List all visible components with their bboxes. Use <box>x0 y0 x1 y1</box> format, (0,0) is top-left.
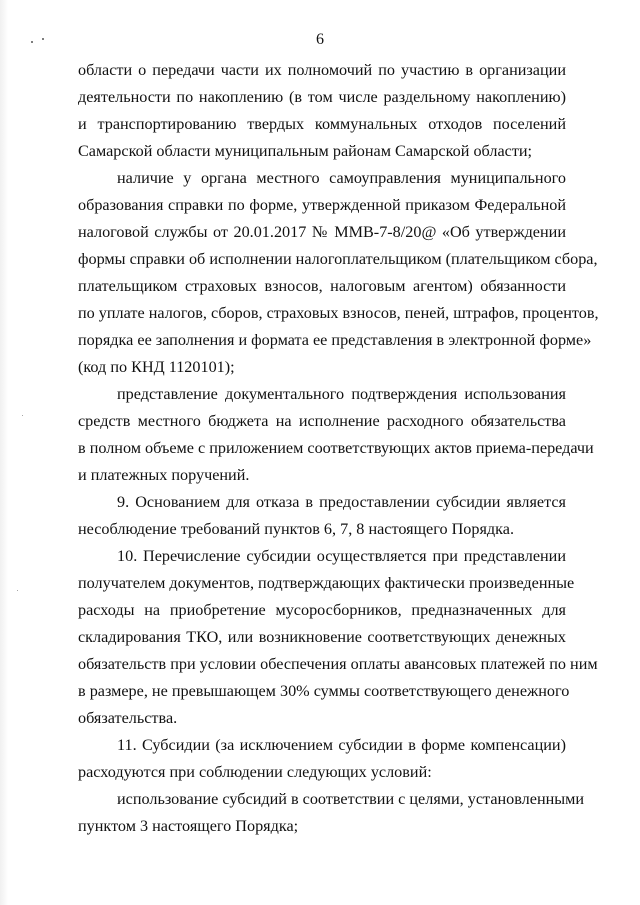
text-line: в размере, не превышающем 30% суммы соответствующего денежного <box>78 682 570 700</box>
text-line: образования справки по форме, утвержденной приказом Федеральной <box>78 196 566 214</box>
scan-speck <box>17 590 18 591</box>
text-line: плательщиком страховых взносов, налоговым агентом) обязанности <box>78 277 566 295</box>
scan-edge-shadow <box>0 0 8 905</box>
text-line: порядка ее заполнения и формата ее представления в электронной форме» <box>78 331 592 349</box>
text-line: и транспортированию твердых коммунальных отходов поселений <box>78 115 566 133</box>
text-line: использование субсидий в соответствии с целями, установленными <box>117 790 585 808</box>
text-line: в полном объеме с приложением соответствующих актов приема-передачи <box>78 439 594 457</box>
text-line: пунктом 3 настоящего Порядка; <box>78 817 299 835</box>
text-line: складирования ТКО, или возникновение соответствующих денежных <box>78 628 566 646</box>
text-line: расходы на приобретение мусоросборников, предназначенных для <box>78 601 566 619</box>
text-line: Самарской области муниципальным районам Самарской области; <box>78 142 533 160</box>
text-line: представление документального подтверждения использования <box>117 385 566 403</box>
text-line: области о передачи части их полномочий по участию в организации <box>78 61 566 79</box>
text-line: несоблюдение требований пунктов 6, 7, 8 настоящего Порядка. <box>78 520 515 538</box>
text-line: 10. Перечисление субсидии осуществляется при представлении <box>117 547 566 565</box>
text-line: 11. Субсидии (за исключением субсидии в форме компенсации) <box>117 736 566 754</box>
text-line: и платежных поручений. <box>78 466 250 484</box>
text-line: 9. Основанием для отказа в предоставлении субсидии является <box>117 493 566 511</box>
text-line: налоговой службы от 20.01.2017 № ММВ-7-8/20@ «Об утверждении <box>78 223 566 241</box>
text-line: (код по КНД 1120101); <box>78 358 235 376</box>
text-line: наличие у органа местного самоуправления муниципального <box>117 169 566 187</box>
text-line: деятельности по накоплению (в том числе раздельному накоплению) <box>78 88 566 106</box>
text-line: обязательств при условии обеспечения оплаты авансовых платежей по ним <box>78 655 598 673</box>
page-number: 6 <box>316 31 324 48</box>
text-line: формы справки об исполнении налогоплательщиком (плательщиком сбора, <box>78 250 598 268</box>
text-line: обязательства. <box>78 709 178 727</box>
text-line: расходуются при соблюдении следующих условий: <box>78 763 432 781</box>
scan-speck <box>22 415 23 416</box>
text-line: средств местного бюджета на исполнение расходного обязательства <box>78 412 566 430</box>
text-line: получателем документов, подтверждающих фактически произведенные <box>78 574 575 592</box>
text-line: по уплате налогов, сборов, страховых взносов, пеней, штрафов, процентов, <box>78 304 599 322</box>
